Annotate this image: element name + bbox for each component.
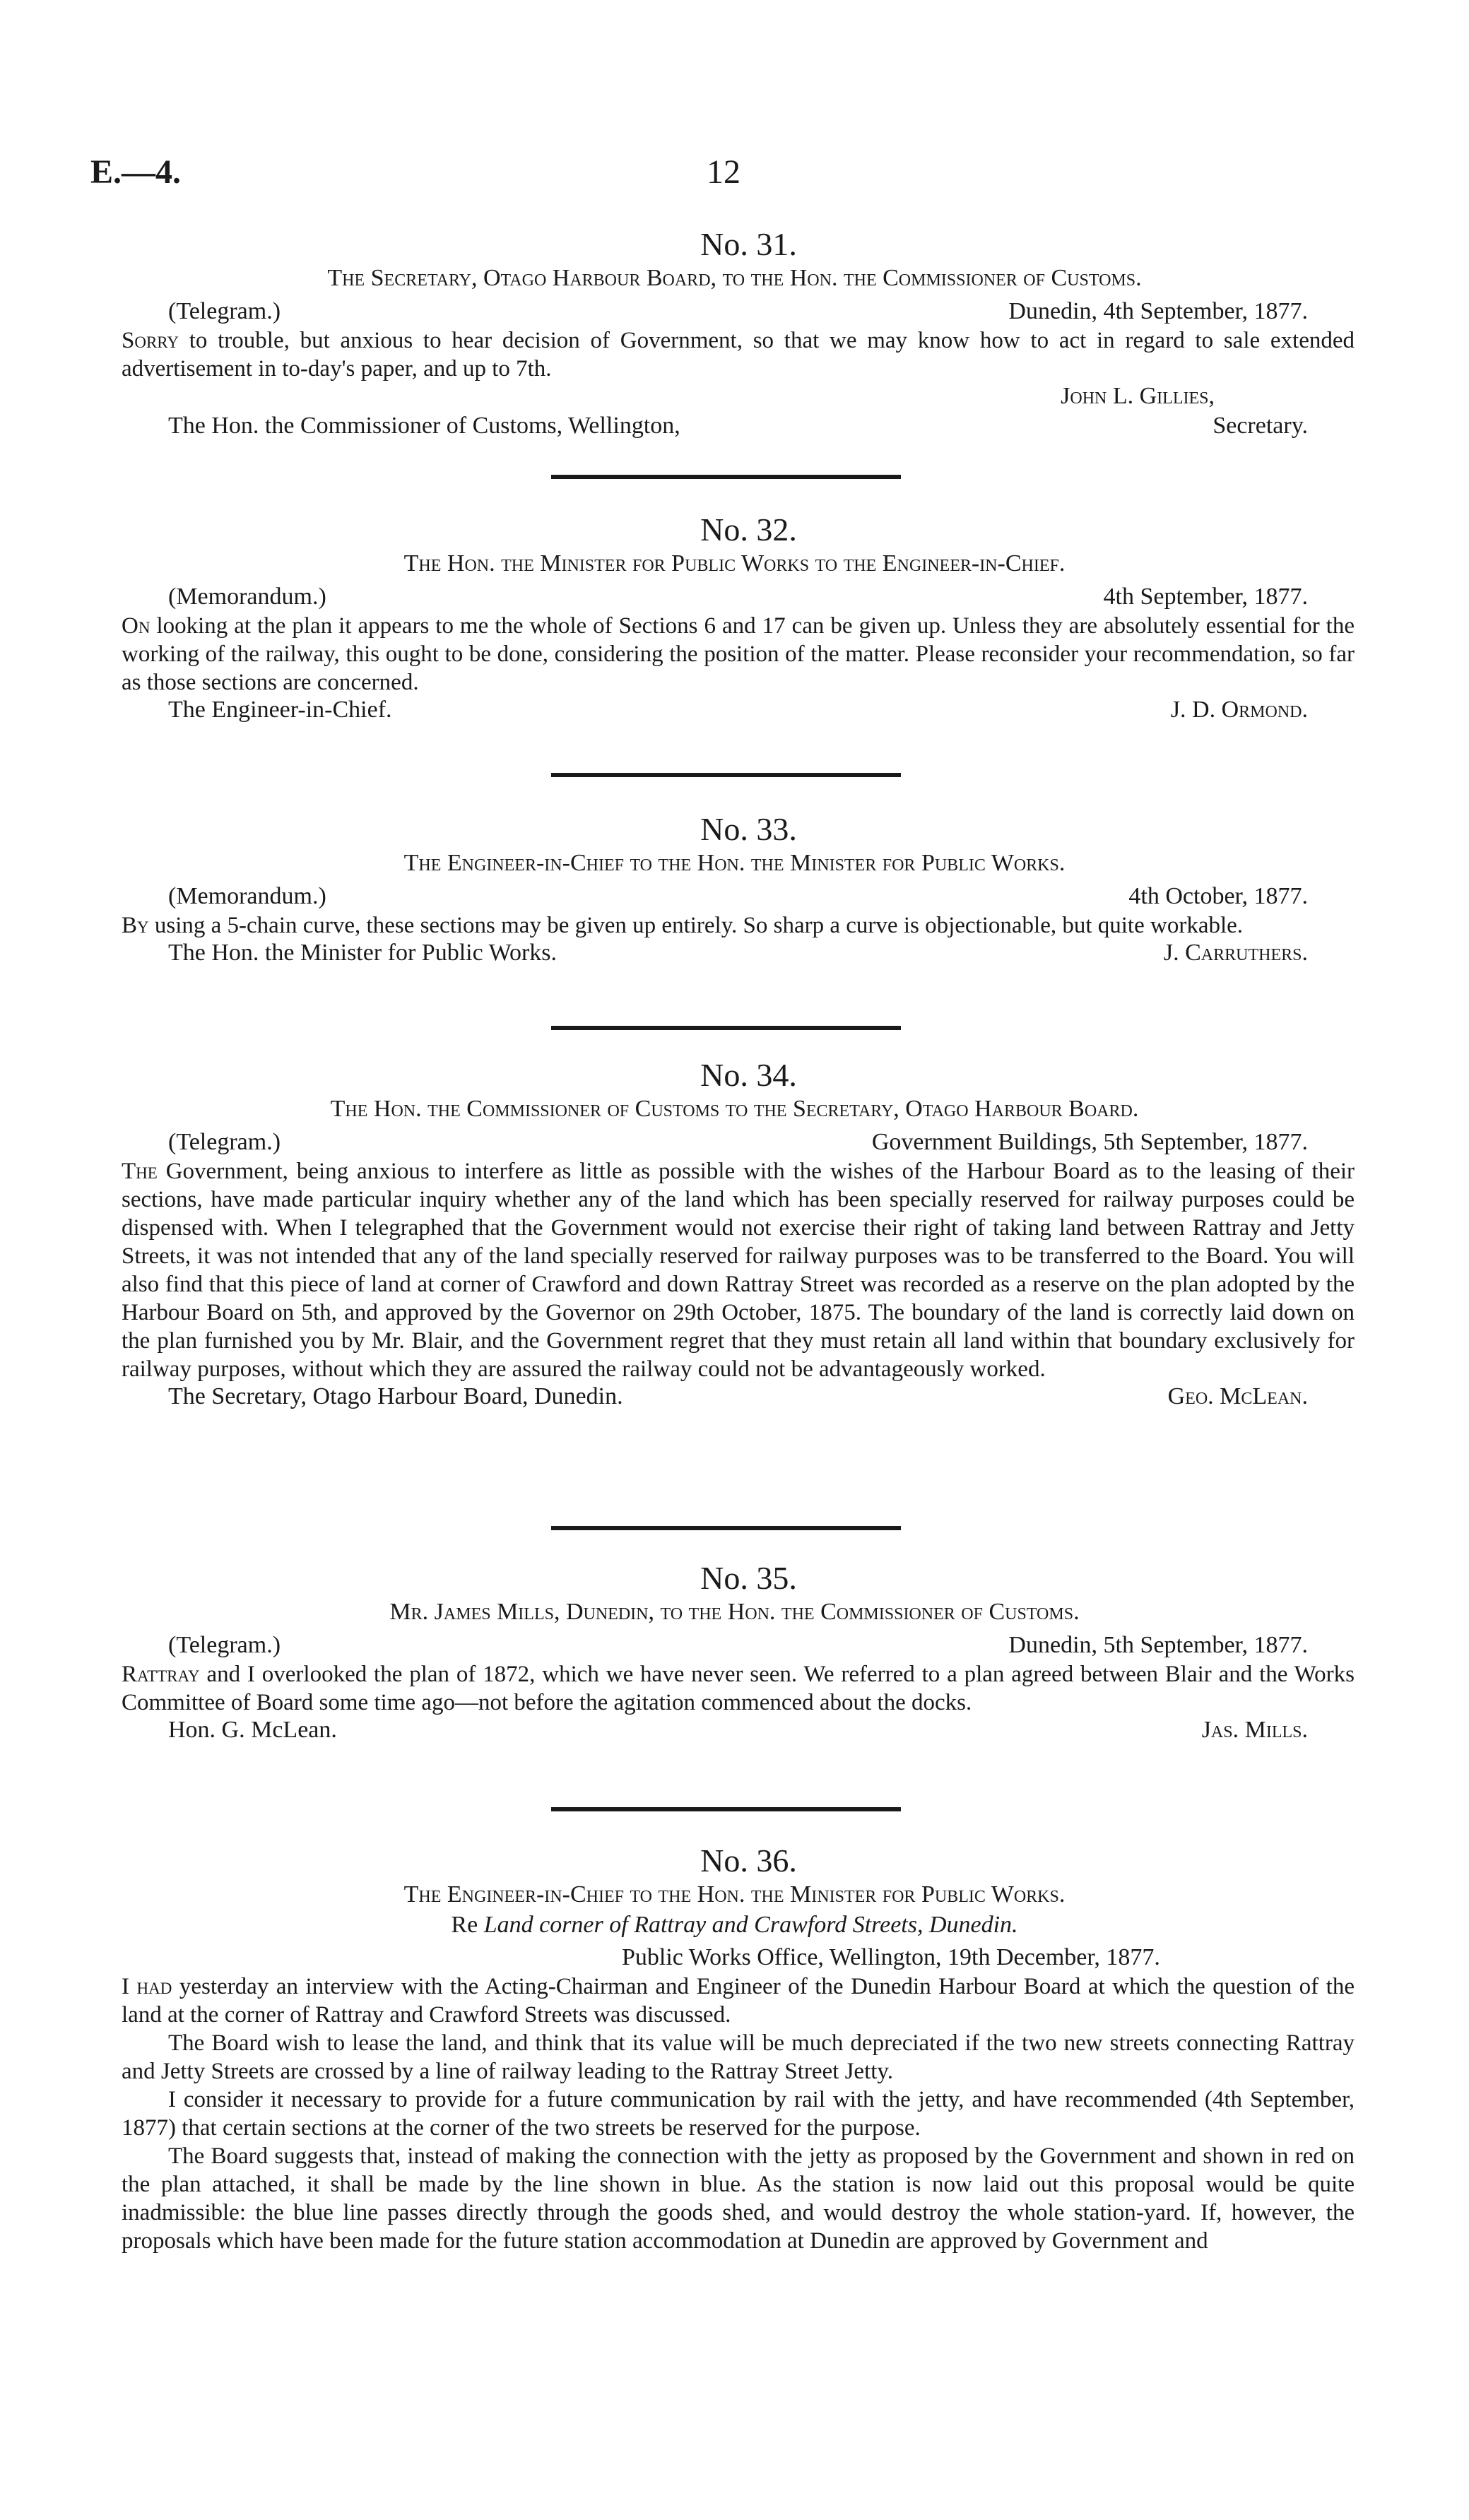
entry-body xyxy=(122,911,1355,940)
section-divider xyxy=(551,1526,901,1530)
paragraph: The Board wish to lease the land, and think that its value will be much depreciated if the two new streets connecting Rattray and Jetty Streets are crossed by a line of railway leading to the Rattray Street Jetty. xyxy=(122,2030,1355,2085)
lead-word: The xyxy=(122,1158,158,1184)
message-type: (Telegram.) xyxy=(168,1631,281,1658)
addressee-line xyxy=(0,413,1469,442)
subtitle-re: Re xyxy=(451,1911,478,1938)
document-reference: E.—4. xyxy=(90,153,182,191)
entry-body xyxy=(122,326,1355,383)
entry-meta xyxy=(0,1628,1469,1660)
section-divider xyxy=(551,1807,901,1811)
addressee: The Secretary, Otago Harbour Board, Dunedin. xyxy=(168,1383,623,1409)
body-text: Government, being anxious to interfere as little as possible with the wishes of the Harbour Board as to the leasing of their sections, have made particular inquiry whether any of the land which has been specially reserved for railway purposes could be dispensed with. When I telegraphed that the Government would not exercise their right of taking land between Rattray and Jetty Streets, it was not intended that any of the land specially reserved for railway purposes was to be transferred to the Board. You will also find that this piece of land at corner of Crawford and down Rattray Street was recorded as a reserve on the plan adopted by the Harbour Board on 5th, and approved by the Governor on 29th October, 1875. The boundary of the land is correctly laid down on the plan furnished you by Mr. Blair, and the Government regret that they must retain all land within that boundary exclusively for railway purposes, without which they are assured the railway could not be advantageously worked. xyxy=(122,1158,1355,1382)
section-divider xyxy=(551,773,901,777)
signature-line xyxy=(0,383,1469,413)
addressee: The Engineer-in-Chief. xyxy=(168,696,392,723)
lead-word: I had xyxy=(122,1974,172,2000)
addressee: Hon. G. McLean. xyxy=(168,1716,337,1743)
addressee: The Hon. the Minister for Public Works. xyxy=(168,939,557,966)
entry-meta xyxy=(0,1125,1469,1157)
entry-number: No. 35. xyxy=(700,1560,797,1596)
addressee-line xyxy=(0,1717,1469,1746)
message-date: Dunedin, 4th September, 1877. xyxy=(1008,297,1308,324)
message-date: Dunedin, 5th September, 1877. xyxy=(1008,1631,1308,1658)
paragraph: The Board suggests that, instead of making the connection with the jetty as proposed by the Government and shown in red on the plan attached, it shall be made by the line shown in blue. As the station is now laid out this proposal would be quite inadmissible: the blue line passes directly through the goods shed, and would destroy the whole station-yard. If, however, the proposals which have been made for the future station accommodation at Dunedin are approved by Government and xyxy=(122,2143,1355,2254)
message-type: (Telegram.) xyxy=(168,297,281,324)
entry-title: Mr. James Mills, Dunedin, to the Hon. the Commissioner of Customs. xyxy=(389,1599,1080,1626)
entry-body xyxy=(122,1660,1355,1717)
lead-word: On xyxy=(122,613,151,639)
entry-31 xyxy=(0,225,1469,442)
body-text: to trouble, but anxious to hear decision of Government, so that we may know how to act in regard to sale extended advertisement in to-day's paper, and up to 7th. xyxy=(122,327,1355,381)
body-text: using a 5-chain curve, these sections may be given up entirely. So sharp a curve is objectionable, but quite workable. xyxy=(148,912,1244,938)
entry-32 xyxy=(0,510,1469,726)
signer: John L. Gillies, xyxy=(1061,382,1215,409)
entry-35 xyxy=(0,1558,1469,1746)
page-number: 12 xyxy=(707,153,741,191)
addressee-line xyxy=(0,697,1469,726)
message-date: 4th October, 1877. xyxy=(1128,882,1308,909)
entry-34 xyxy=(0,1055,1469,1413)
signer-title: Secretary. xyxy=(1213,412,1308,439)
subtitle-text: Land corner of Rattray and Crawford Streets, Dunedin. xyxy=(483,1911,1018,1938)
entry-title: The Engineer-in-Chief to the Hon. the Minister for Public Works. xyxy=(403,1881,1066,1908)
body-text: yesterday an interview with the Acting-Chairman and Engineer of the Dunedin Harbour Board at which the question of the land at the corner of Rattray and Crawford Streets was discussed. xyxy=(122,1974,1355,2028)
entry-number: No. 36. xyxy=(700,1842,797,1879)
signer: J. D. Ormond. xyxy=(1170,696,1308,723)
addressee-line xyxy=(0,1383,1469,1413)
entry-title: The Hon. the Minister for Public Works to the Engineer-in-Chief. xyxy=(403,550,1066,577)
section-divider xyxy=(551,1026,901,1030)
paragraph: I consider it necessary to provide for a future communication by rail with the jetty, and have recommended (4th September, 1877) that certain sections at the corner of the two streets be reserved for the purpose. xyxy=(122,2087,1355,2141)
addressee: The Hon. the Commissioner of Customs, Wellington, xyxy=(168,412,680,439)
body-text: looking at the plan it appears to me the whole of Sections 6 and 17 can be given up. Unless they are absolutely essential for the working of the railway, this ought to be done, considering the position of the matter. Please reconsider your recommendation, so far as those sections are concerned. xyxy=(122,613,1355,695)
signer: Geo. McLean. xyxy=(1167,1383,1308,1409)
entry-33 xyxy=(0,810,1469,969)
entry-body xyxy=(122,1972,1355,2255)
entry-title: The Secretary, Otago Harbour Board, to the Hon. the Commissioner of Customs. xyxy=(327,265,1142,292)
section-divider xyxy=(551,475,901,479)
lead-word: By xyxy=(122,912,149,938)
entry-body xyxy=(122,612,1355,697)
addressee-line xyxy=(0,940,1469,969)
entry-meta xyxy=(0,1940,1469,1972)
entry-body xyxy=(122,1157,1355,1383)
entry-number: No. 33. xyxy=(700,811,797,847)
signer: Jas. Mills. xyxy=(1201,1716,1308,1743)
message-type: (Telegram.) xyxy=(168,1128,281,1155)
entry-title: The Hon. the Commissioner of Customs to the Secretary, Otago Harbour Board. xyxy=(330,1096,1139,1123)
message-date: Government Buildings, 5th September, 1877. xyxy=(871,1128,1308,1155)
lead-word: Sorry xyxy=(122,327,179,353)
signer: J. Carruthers. xyxy=(1163,939,1308,966)
entry-title: The Engineer-in-Chief to the Hon. the Minister for Public Works. xyxy=(403,850,1066,877)
entry-number: No. 31. xyxy=(700,226,797,262)
entry-number: No. 34. xyxy=(700,1057,797,1093)
entry-number: No. 32. xyxy=(700,511,797,548)
body-text: and I overlooked the plan of 1872, which we have never seen. We referred to a plan agreed between Blair and the Works Committee of Board some time ago—not before the agitation commenced about the docks. xyxy=(122,1661,1355,1715)
entry-meta xyxy=(0,579,1469,612)
message-type: (Memorandum.) xyxy=(168,583,326,610)
entry-36 xyxy=(0,1841,1469,2255)
entry-subtitle xyxy=(0,1910,1469,1941)
entry-meta xyxy=(0,879,1469,911)
message-type: (Memorandum.) xyxy=(168,882,326,909)
message-origin-date: Public Works Office, Wellington, 19th December, 1877. xyxy=(622,1944,1160,1971)
message-date: 4th September, 1877. xyxy=(1103,583,1308,610)
entry-meta xyxy=(0,294,1469,326)
lead-word: Rattray xyxy=(122,1661,200,1687)
